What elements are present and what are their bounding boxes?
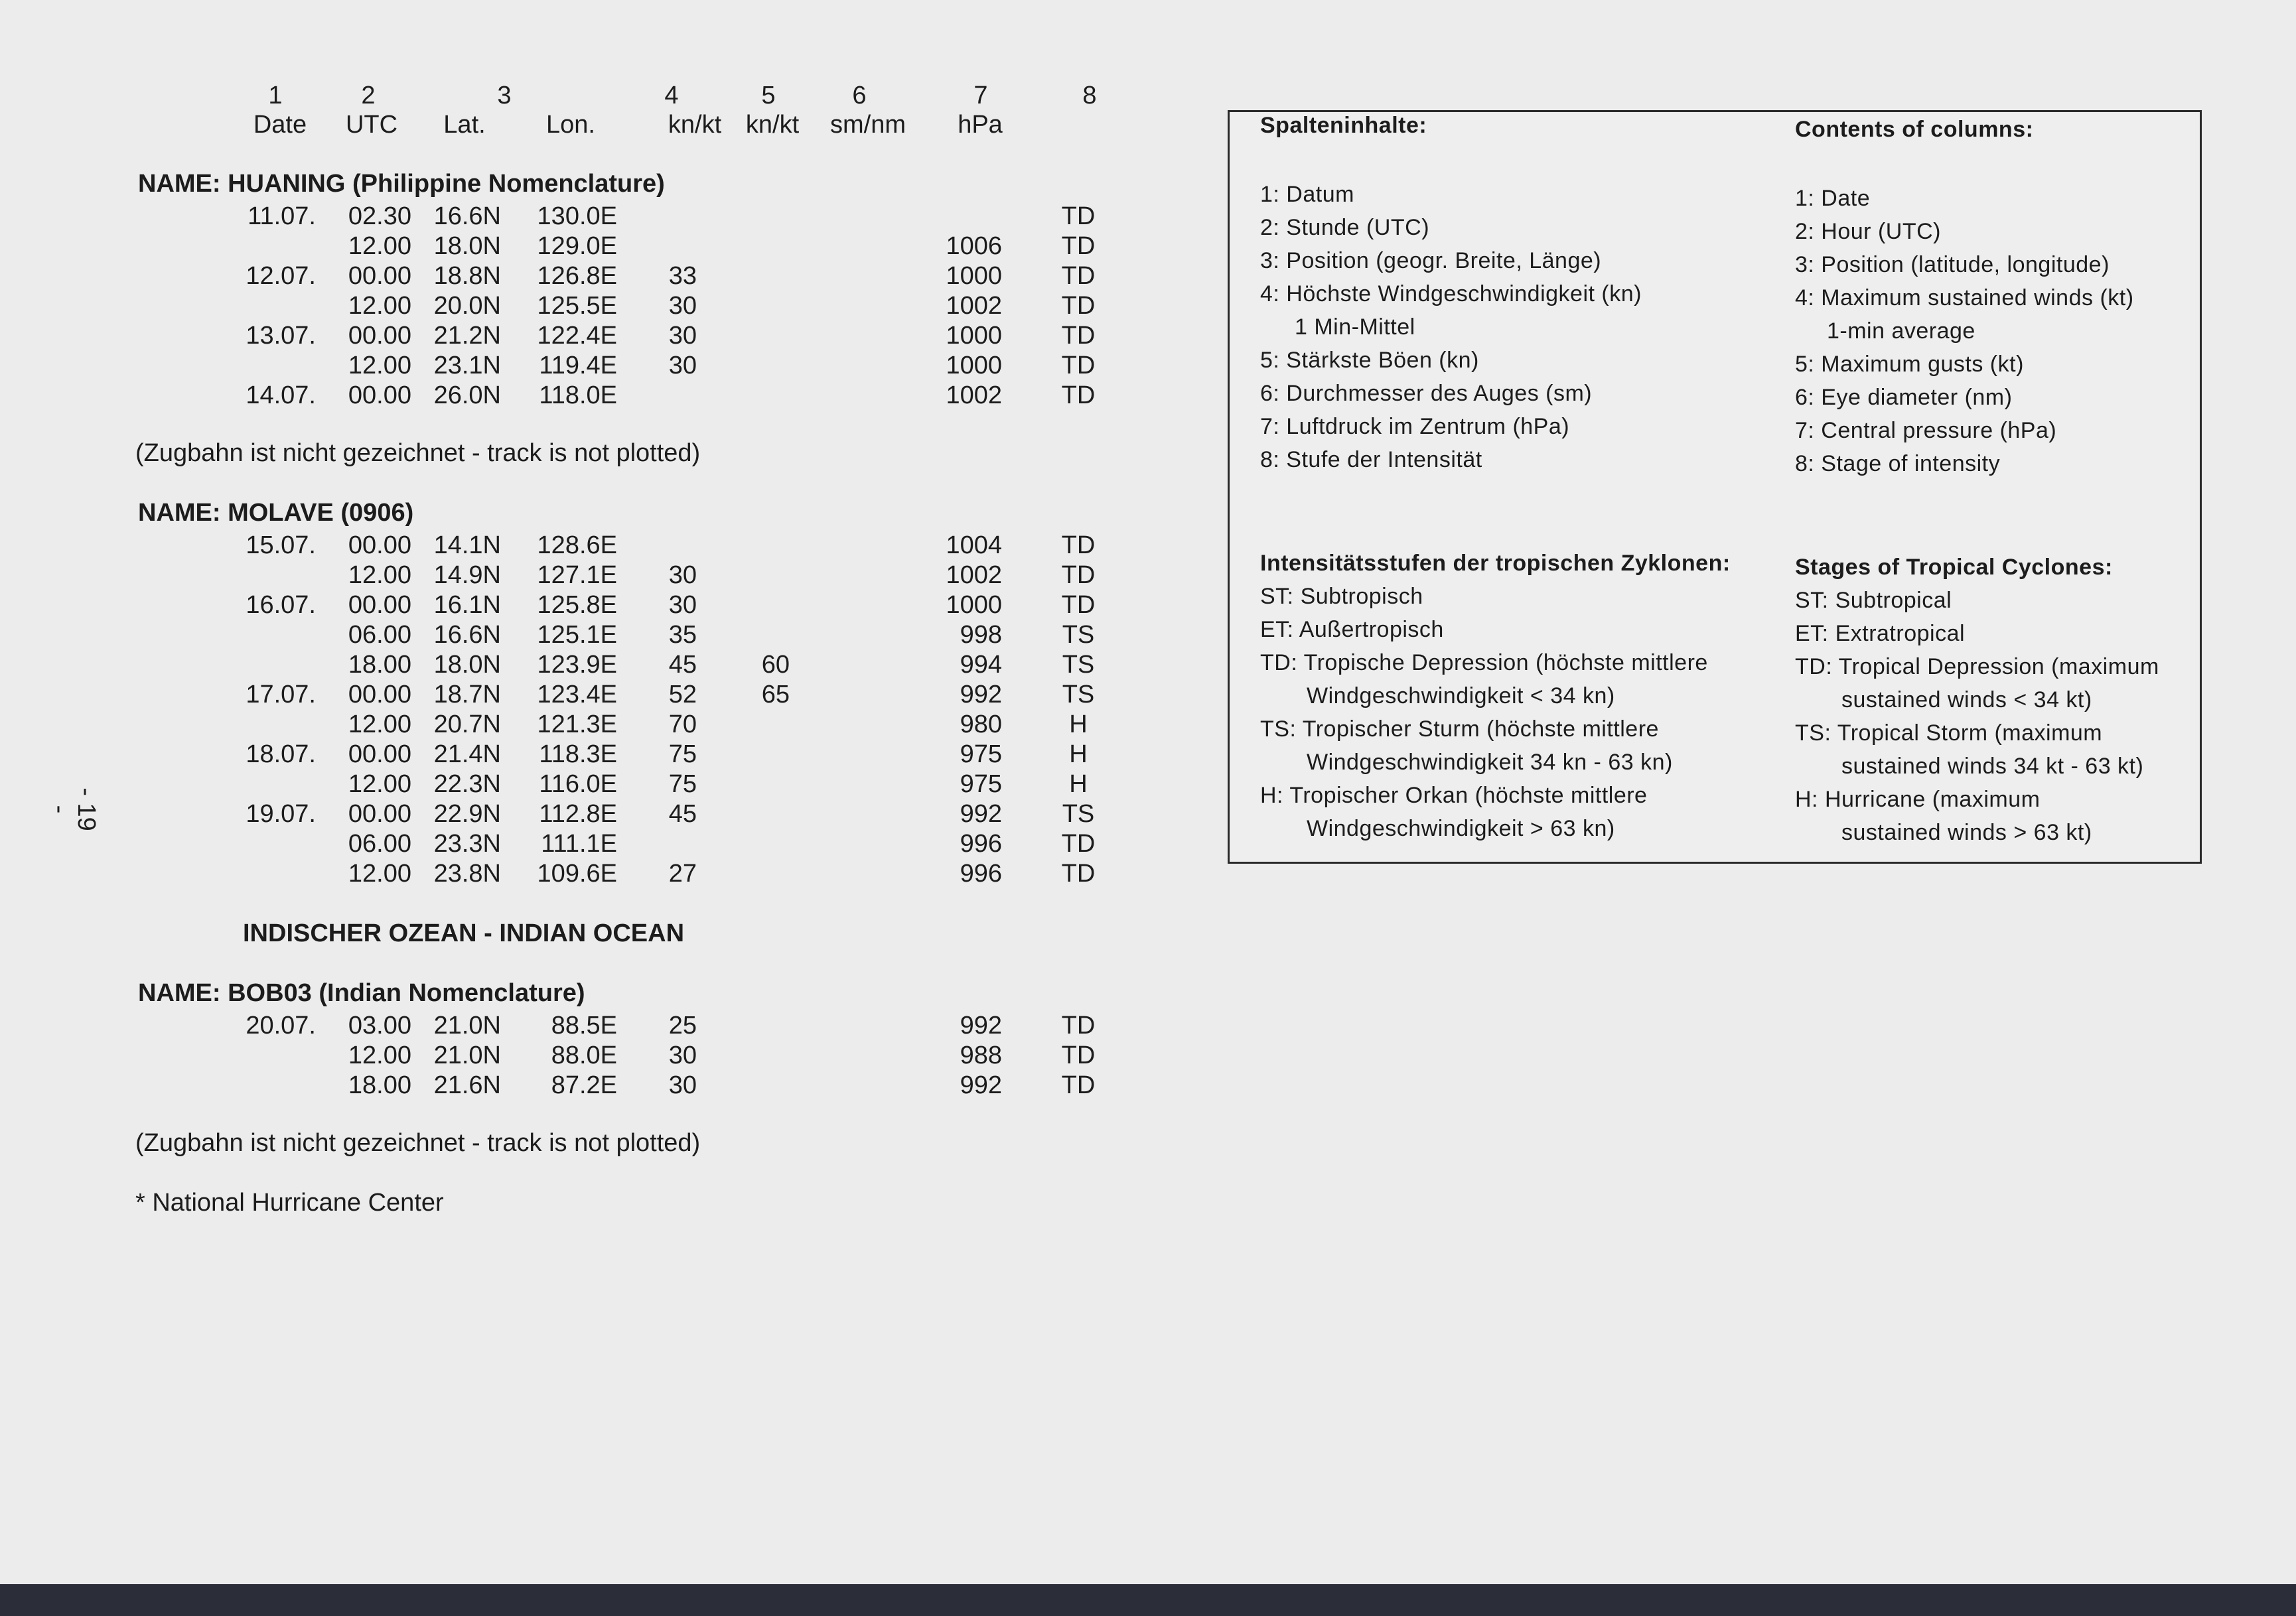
lat-cell: 23.1N [433, 352, 501, 379]
pressure-cell: 1000 [946, 322, 1002, 350]
utc-cell: 06.00 [348, 621, 411, 649]
lat-cell: 22.3N [433, 770, 501, 798]
legend-de-stage: ET: Außertropisch [1260, 617, 1444, 642]
legend-box [1228, 110, 2202, 864]
lon-cell: 123.9E [537, 651, 617, 679]
col-number-8: 8 [1082, 82, 1097, 109]
lon-cell: 127.1E [537, 561, 617, 589]
legend-en-stage: H: Hurricane (maximum [1795, 787, 2041, 812]
legend-de-item: 8: Stufe der Intensität [1260, 447, 1482, 472]
lon-cell: 118.0E [539, 381, 617, 409]
page-number: - 19 - [46, 787, 100, 831]
table-row [0, 531, 1128, 561]
legend-en-item: 7: Central pressure (hPa) [1795, 418, 2057, 443]
pressure-cell: 975 [960, 740, 1002, 768]
pressure-cell: 992 [960, 1071, 1002, 1099]
gust-cell: 60 [761, 651, 790, 679]
stage-cell: TS [1062, 681, 1095, 708]
utc-cell: 12.00 [348, 710, 411, 738]
table-row [0, 650, 1128, 680]
lon-cell: 130.0E [537, 202, 617, 230]
table-row [0, 1011, 1128, 1041]
table-row [0, 1041, 1128, 1071]
utc-cell: 03.00 [348, 1012, 411, 1040]
lat-cell: 20.7N [433, 710, 501, 738]
stage-cell: TD [1061, 202, 1096, 230]
stage-cell: H [1069, 770, 1088, 798]
table-row [0, 561, 1128, 590]
table-row [0, 799, 1128, 829]
pressure-cell: 1002 [946, 292, 1002, 320]
lon-cell: 122.4E [537, 322, 617, 350]
wind-cell: 45 [668, 651, 697, 679]
utc-cell: 00.00 [348, 740, 411, 768]
lat-cell: 26.0N [433, 381, 501, 409]
table-row [0, 381, 1128, 411]
lon-cell: 88.5E [551, 1012, 617, 1040]
pressure-cell: 1004 [946, 531, 1002, 559]
table-row [0, 680, 1128, 710]
utc-cell: 00.00 [348, 681, 411, 708]
stage-cell: H [1069, 710, 1088, 738]
wind-cell: 30 [668, 1071, 697, 1099]
lat-cell: 16.1N [433, 591, 501, 619]
col-number-2: 2 [361, 82, 376, 109]
col-label-eye: sm/nm [830, 111, 906, 139]
legend-en-stage: TD: Tropical Depression (maximum [1795, 654, 2159, 679]
utc-cell: 06.00 [348, 830, 411, 858]
stage-cell: TS [1062, 800, 1095, 828]
storm-name-bob03: NAME: BOB03 (Indian Nomenclature) [138, 979, 585, 1007]
pressure-cell: 1002 [946, 561, 1002, 589]
table-row [0, 620, 1128, 650]
pressure-cell: 996 [960, 830, 1002, 858]
lat-cell: 14.1N [433, 531, 501, 559]
col-label-utc: UTC [345, 111, 398, 139]
legend-de-item: 3: Position (geogr. Breite, Länge) [1260, 248, 1602, 273]
legend-de-item: 7: Luftdruck im Zentrum (hPa) [1260, 414, 1570, 439]
pressure-cell: 1000 [946, 262, 1002, 290]
col-number-5: 5 [761, 82, 776, 109]
utc-cell: 00.00 [348, 322, 411, 350]
utc-cell: 12.00 [348, 561, 411, 589]
utc-cell: 12.00 [348, 292, 411, 320]
date-cell: 16.07. [246, 591, 316, 619]
legend-de-stage: TD: Tropische Depression (höchste mittlere [1260, 650, 1708, 675]
lat-cell: 22.9N [433, 800, 501, 828]
lon-cell: 123.4E [537, 681, 617, 708]
track-note: (Zugbahn ist nicht gezeichnet - track is not plotted) [135, 1129, 701, 1157]
wind-cell: 30 [668, 1042, 697, 1069]
pressure-cell: 1006 [946, 232, 1002, 260]
lat-cell: 18.7N [433, 681, 501, 708]
legend-de-item: 5: Stärkste Böen (kn) [1260, 348, 1479, 373]
col-number-7: 7 [973, 82, 988, 109]
table-row [0, 232, 1128, 261]
date-cell: 18.07. [246, 740, 316, 768]
legend-en-item: 4: Maximum sustained winds (kt) [1795, 285, 2134, 310]
legend-de-stages-title: Intensitätsstufen der tropischen Zyklonen: [1260, 551, 1731, 576]
col-label-pressure: hPa [958, 111, 1003, 139]
legend-en-stages-title: Stages of Tropical Cyclones: [1795, 555, 2113, 580]
utc-cell: 18.00 [348, 651, 411, 679]
table-row [0, 590, 1128, 620]
wind-cell: 45 [668, 800, 697, 828]
stage-cell: TD [1061, 322, 1096, 350]
lon-cell: 88.0E [551, 1042, 617, 1069]
pressure-cell: 992 [960, 681, 1002, 708]
legend-en-title: Contents of columns: [1795, 117, 2034, 142]
lon-cell: 121.3E [537, 710, 617, 738]
stage-cell: TD [1061, 591, 1096, 619]
pressure-cell: 980 [960, 710, 1002, 738]
table-row [0, 291, 1128, 321]
stage-cell: TD [1061, 860, 1096, 888]
utc-cell: 12.00 [348, 860, 411, 888]
stage-cell: TD [1061, 352, 1096, 379]
legend-en-item: 8: Stage of intensity [1795, 451, 2001, 476]
lon-cell: 119.4E [539, 352, 617, 379]
table-row [0, 710, 1128, 740]
lon-cell: 125.8E [537, 591, 617, 619]
legend-en-item: 2: Hour (UTC) [1795, 219, 1941, 244]
col-number-4: 4 [664, 82, 679, 109]
table-row [0, 261, 1128, 291]
legend-de-stage: TS: Tropischer Sturm (höchste mittlere [1260, 716, 1659, 742]
table-row [0, 202, 1128, 232]
track-note: (Zugbahn ist nicht gezeichnet - track is not plotted) [135, 439, 701, 467]
pressure-cell: 996 [960, 860, 1002, 888]
lat-cell: 18.8N [433, 262, 501, 290]
col-label-date: Date [253, 111, 307, 139]
stage-cell: TD [1061, 561, 1096, 589]
col-number-3: 3 [497, 82, 512, 109]
legend-de-item: 1: Datum [1260, 182, 1354, 207]
lat-cell: 16.6N [433, 621, 501, 649]
date-cell: 11.07. [248, 202, 316, 230]
lon-cell: 129.0E [537, 232, 617, 260]
utc-cell: 12.00 [348, 1042, 411, 1069]
stage-cell: TD [1061, 830, 1096, 858]
legend-de-item: 2: Stunde (UTC) [1260, 215, 1430, 240]
wind-cell: 33 [668, 262, 697, 290]
legend-en-item: 1-min average [1827, 318, 1975, 344]
lat-cell: 23.8N [433, 860, 501, 888]
lat-cell: 14.9N [433, 561, 501, 589]
wind-cell: 30 [668, 322, 697, 350]
legend-de-stage: Windgeschwindigkeit 34 kn - 63 kn) [1307, 750, 1673, 775]
lat-cell: 21.4N [433, 740, 501, 768]
table-row [0, 321, 1128, 351]
col-label-gust: kn/kt [745, 111, 800, 139]
footnote: * National Hurricane Center [135, 1189, 444, 1217]
lat-cell: 16.6N [433, 202, 501, 230]
date-cell: 17.07. [246, 681, 316, 708]
legend-en-item: 1: Date [1795, 186, 1871, 211]
pressure-cell: 988 [960, 1042, 1002, 1069]
wind-cell: 70 [668, 710, 697, 738]
date-cell: 14.07. [246, 381, 316, 409]
utc-cell: 12.00 [348, 770, 411, 798]
lon-cell: 116.0E [539, 770, 617, 798]
wind-cell: 30 [668, 561, 697, 589]
legend-de-stage: Windgeschwindigkeit > 63 kn) [1307, 816, 1615, 841]
stage-cell: TD [1061, 292, 1096, 320]
legend-de-item: 6: Durchmesser des Auges (sm) [1260, 381, 1593, 406]
lat-cell: 18.0N [433, 232, 501, 260]
stage-cell: TD [1061, 262, 1096, 290]
legend-en-item: 5: Maximum gusts (kt) [1795, 352, 2024, 377]
lon-cell: 112.8E [539, 800, 617, 828]
wind-cell: 75 [668, 770, 697, 798]
lon-cell: 118.3E [539, 740, 617, 768]
pressure-cell: 1000 [946, 352, 1002, 379]
legend-de-title: Spalteninhalte: [1260, 113, 1427, 138]
ocean-heading: INDISCHER OZEAN - INDIAN OCEAN [243, 919, 685, 947]
utc-cell: 00.00 [348, 800, 411, 828]
legend-en-item: 3: Position (latitude, longitude) [1795, 252, 2110, 277]
col-label-lon: Lon. [546, 111, 595, 139]
lon-cell: 109.6E [537, 860, 617, 888]
col-label-lat: Lat. [443, 111, 486, 139]
pressure-cell: 994 [960, 651, 1002, 679]
legend-de-stage: Windgeschwindigkeit < 34 kn) [1307, 683, 1615, 708]
table-row [0, 859, 1128, 889]
stage-cell: H [1069, 740, 1088, 768]
stage-cell: TS [1062, 651, 1095, 679]
wind-cell: 30 [668, 352, 697, 379]
lat-cell: 20.0N [433, 292, 501, 320]
lat-cell: 21.0N [433, 1042, 501, 1069]
lon-cell: 125.1E [537, 621, 617, 649]
wind-cell: 35 [668, 621, 697, 649]
pressure-cell: 992 [960, 800, 1002, 828]
legend-en-item: 6: Eye diameter (nm) [1795, 385, 2013, 410]
utc-cell: 12.00 [348, 352, 411, 379]
stage-cell: TD [1061, 232, 1096, 260]
wind-cell: 52 [668, 681, 697, 708]
legend-en-stage: sustained winds > 63 kt) [1841, 820, 2092, 845]
wind-cell: 30 [668, 292, 697, 320]
utc-cell: 00.00 [348, 591, 411, 619]
utc-cell: 00.00 [348, 531, 411, 559]
stage-cell: TD [1061, 1071, 1096, 1099]
table-row [0, 770, 1128, 799]
pressure-cell: 975 [960, 770, 1002, 798]
lat-cell: 18.0N [433, 651, 501, 679]
lon-cell: 126.8E [537, 262, 617, 290]
legend-de-item: 4: Höchste Windgeschwindigkeit (kn) [1260, 281, 1642, 306]
stage-cell: TS [1062, 621, 1095, 649]
wind-cell: 25 [668, 1012, 697, 1040]
lat-cell: 21.0N [433, 1012, 501, 1040]
legend-de-item: 1 Min-Mittel [1295, 314, 1415, 340]
stage-cell: TD [1061, 1042, 1096, 1069]
table-row [0, 1071, 1128, 1101]
pressure-cell: 1002 [946, 381, 1002, 409]
col-label-wind: kn/kt [668, 111, 722, 139]
scan-bottom-bar [0, 1584, 2296, 1616]
stage-cell: TD [1061, 531, 1096, 559]
legend-de-stage: H: Tropischer Orkan (höchste mittlere [1260, 783, 1648, 808]
date-cell: 15.07. [246, 531, 316, 559]
lat-cell: 21.2N [433, 322, 501, 350]
legend-en-stage: sustained winds < 34 kt) [1841, 687, 2092, 712]
table-row [0, 351, 1128, 381]
lon-cell: 125.5E [537, 292, 617, 320]
utc-cell: 18.00 [348, 1071, 411, 1099]
date-cell: 19.07. [246, 800, 316, 828]
date-cell: 12.07. [246, 262, 316, 290]
gust-cell: 65 [761, 681, 790, 708]
wind-cell: 75 [668, 740, 697, 768]
stage-cell: TD [1061, 1012, 1096, 1040]
utc-cell: 02.30 [348, 202, 411, 230]
legend-de-stage: ST: Subtropisch [1260, 584, 1423, 609]
pressure-cell: 1000 [946, 591, 1002, 619]
lat-cell: 21.6N [433, 1071, 501, 1099]
pressure-cell: 992 [960, 1012, 1002, 1040]
legend-en-stage: ST: Subtropical [1795, 588, 1952, 613]
utc-cell: 00.00 [348, 262, 411, 290]
legend-en-stage: sustained winds 34 kt - 63 kt) [1841, 754, 2144, 779]
legend-en-stage: ET: Extratropical [1795, 621, 1966, 646]
table-row [0, 829, 1128, 859]
date-cell: 13.07. [246, 322, 316, 350]
utc-cell: 00.00 [348, 381, 411, 409]
storm-name-molave: NAME: MOLAVE (0906) [138, 499, 414, 527]
storm-name-huaning: NAME: HUANING (Philippine Nomenclature) [138, 170, 665, 198]
lon-cell: 128.6E [537, 531, 617, 559]
stage-cell: TD [1061, 381, 1096, 409]
pressure-cell: 998 [960, 621, 1002, 649]
col-number-6: 6 [852, 82, 867, 109]
utc-cell: 12.00 [348, 232, 411, 260]
col-number-1: 1 [268, 82, 283, 109]
lon-cell: 111.1E [541, 830, 617, 858]
table-row [0, 740, 1128, 770]
legend-en-stage: TS: Tropical Storm (maximum [1795, 720, 2103, 746]
lat-cell: 23.3N [433, 830, 501, 858]
wind-cell: 27 [668, 860, 697, 888]
wind-cell: 30 [668, 591, 697, 619]
date-cell: 20.07. [246, 1012, 316, 1040]
lon-cell: 87.2E [551, 1071, 617, 1099]
